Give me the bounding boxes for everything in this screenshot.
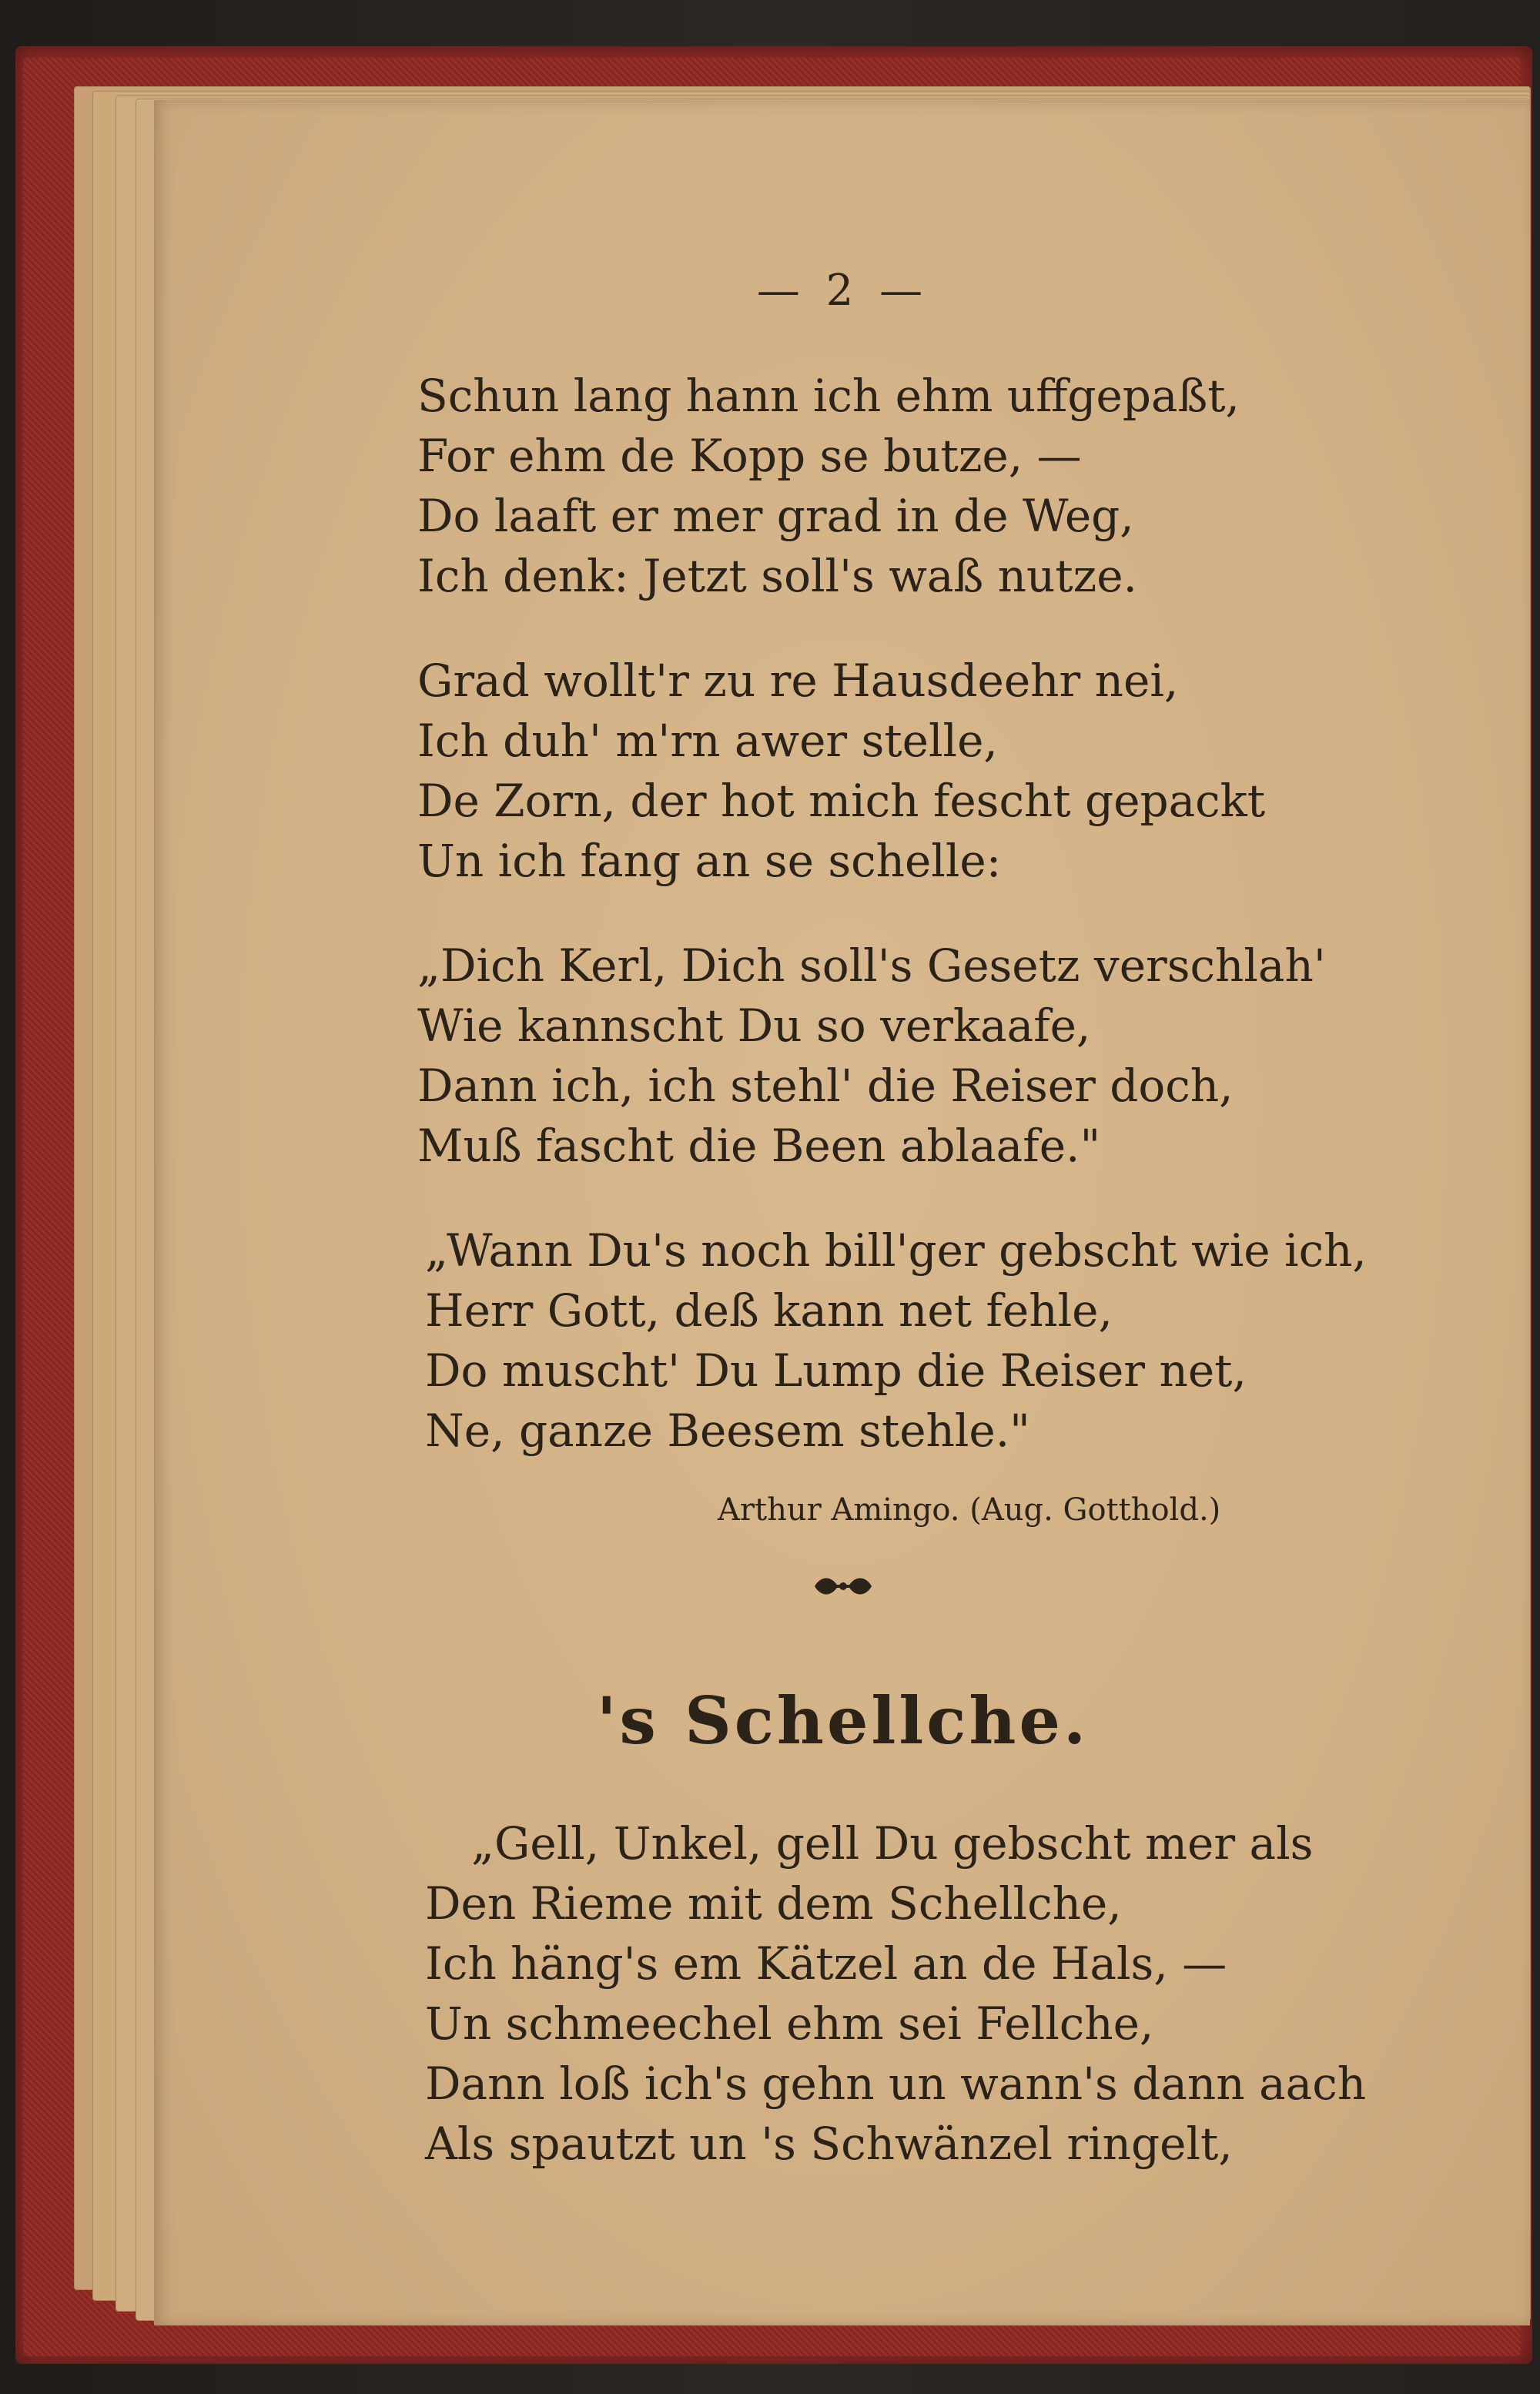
poem-line: Ich duh' m'rn awer stelle, (417, 715, 998, 767)
poem-stanza-2 (417, 651, 1540, 891)
poem-line: For ehm de Kopp se butze, — (417, 430, 1082, 482)
poem-line: Wie kannscht Du so verkaafe, (417, 999, 1091, 1052)
poem-stanza-5 (425, 1813, 1540, 2174)
poem-line: Do laaft er mer grad in de Weg, (417, 490, 1134, 542)
poem-line: Ne, ganze Beesem stehle." (425, 1405, 1030, 1457)
poem-attribution: Arthur Amingo. (Aug. Gotthold.) (718, 1492, 1221, 1528)
poem-line: Herr Gott, deß kann net fehle, (425, 1284, 1113, 1337)
poem-stanza-4 (425, 1220, 1540, 1461)
fleuron-icon (808, 1569, 878, 1603)
poem-line: Muß fascht die Been ablaafe." (417, 1120, 1101, 1172)
ornament-divider (156, 1569, 1530, 1607)
poem-line: Un ich fang an se schelle: (417, 835, 1002, 887)
poem-line: Dann ich, ich stehl' die Reiser doch, (417, 1060, 1234, 1112)
poem-line: Un schmeechel ehm sei Fellche, (425, 1997, 1154, 2050)
poem-line: Ich häng's em Kätzel an de Hals, — (425, 1937, 1227, 1990)
poem-line: Grad wollt'r zu re Hausdeehr nei, (417, 655, 1179, 707)
poem-line: De Zorn, der hot mich fescht gepackt (417, 775, 1266, 827)
poem-line: Den Rieme mit dem Schellche, (425, 1877, 1122, 1930)
poem-line: Als spautzt un 's Schwänzel ringelt, (425, 2118, 1233, 2170)
poem-line: Ich denk: Jetzt soll's waß nutze. (417, 550, 1137, 602)
poem-line: „Wann Du's noch bill'ger gebscht wie ich, (425, 1224, 1367, 1277)
poem-line: „Gell, Unkel, gell Du gebscht mer als (471, 1817, 1314, 1870)
section-title: 's Schellche. (596, 1682, 1090, 1759)
poem-line: Do muscht' Du Lump die Reiser net, (425, 1344, 1247, 1397)
poem-stanza-1 (417, 366, 1540, 606)
poem-line: „Dich Kerl, Dich soll's Gesetz verschlah' (417, 939, 1326, 992)
page-number: — 2 — (756, 266, 929, 316)
book-page (154, 100, 1530, 2325)
poem-line: Schun lang hann ich ehm uffgepaßt, (417, 370, 1240, 422)
poem-stanza-3 (417, 936, 1540, 1176)
poem-line: Dann loß ich's gehn un wann's dann aach (425, 2058, 1367, 2110)
